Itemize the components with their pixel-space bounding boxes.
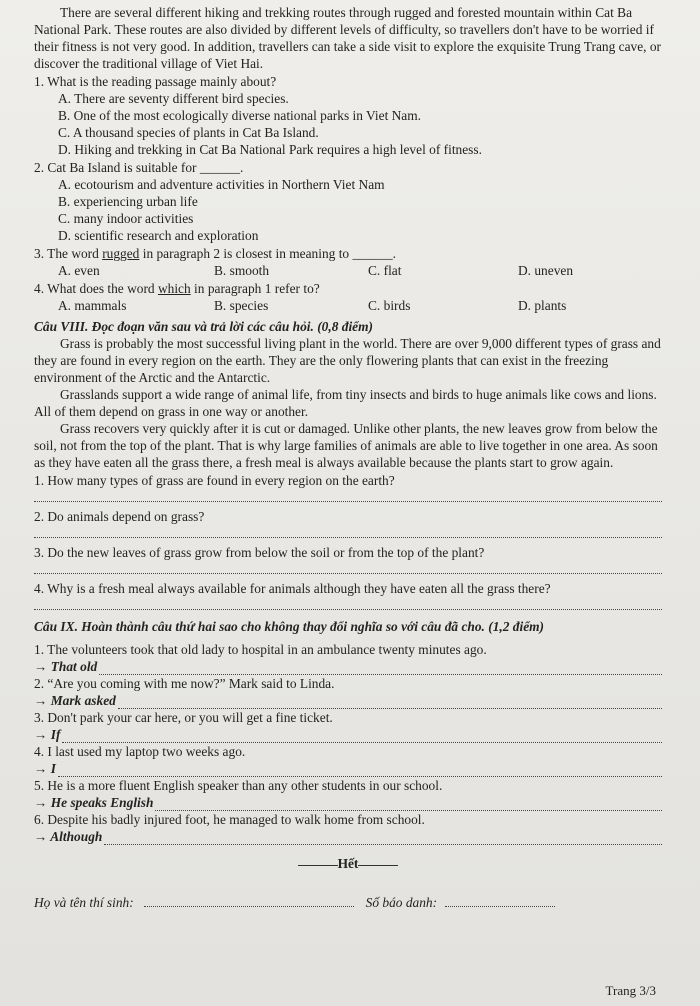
option: A. ecotourism and adventure activities in Northern Viet Nam — [58, 177, 385, 192]
question: 1. How many types of grass are found in every region on the earth? — [34, 473, 395, 488]
candidate-footer — [34, 894, 662, 911]
option: D. scientific research and exploration — [58, 228, 259, 243]
question-block-2 — [34, 159, 662, 244]
answer-line[interactable] — [34, 561, 662, 574]
question: 1. What is the reading passage mainly about? — [34, 74, 277, 89]
sentence: 2. “Are you coming with me now?” Mark said to Linda. — [34, 676, 335, 691]
option: B. One of the most ecologically diverse national parks in Viet Nam. — [58, 108, 422, 123]
question-block-1 — [34, 73, 662, 158]
answer-line[interactable] — [34, 489, 662, 502]
name-label: Họ và tên thí sinh: — [34, 895, 134, 910]
option: C. birds — [368, 298, 411, 313]
id-field[interactable] — [445, 894, 555, 907]
options-row — [34, 262, 662, 279]
answer-line[interactable] — [118, 696, 662, 709]
option: B. smooth — [214, 263, 270, 278]
rewrite-answer[interactable]: → That old — [34, 658, 662, 675]
question: 4. What does the word which in paragraph 1 refer to? — [34, 281, 320, 296]
option: A. even — [58, 263, 100, 278]
passage-paragraph: Grass is probably the most successful living plant in the world. There are over 9,000 different types of grass and they are found in every region on the earth. They are the only flowering plants that can exist in the freezing environment of the Arctic and the Antarctic. — [34, 336, 661, 385]
option: A. There are seventy different bird species. — [58, 91, 289, 106]
option: B. experiencing urban life — [58, 194, 198, 209]
option: C. flat — [368, 263, 402, 278]
answer-line[interactable] — [99, 662, 662, 675]
option: C. many indoor activities — [58, 211, 194, 226]
question: 2. Do animals depend on grass? — [34, 509, 205, 524]
answer-line[interactable] — [58, 764, 662, 777]
question: 2. Cat Ba Island is suitable for ______. — [34, 160, 244, 175]
underlined-word: rugged — [102, 246, 140, 261]
section-title-9: Câu IX. Hoàn thành câu thứ hai sao cho không thay đổi nghĩa so với câu đã cho. (1,2 điểm) — [34, 619, 545, 634]
passage-paragraph: There are several different hiking and trekking routes through rugged and forested mountain within Cat Ba National Park. These routes are also divided by different levels of difficulty, so travellers don't have to be worried if their fitness is not very good. In addition, travellers can take a side visit to explore the exquisite Trung Trang cave, or discover the traditional village of Viet Hai. — [34, 5, 662, 71]
rewrite-answer[interactable]: → I — [34, 760, 662, 777]
sentence: 4. I last used my laptop two weeks ago. — [34, 744, 246, 759]
passage-paragraph: Grasslands support a wide range of animal life, from tiny insects and birds to huge animals like cows and lions. All of them depend on grass in one way or another. — [34, 387, 657, 419]
answer-line[interactable] — [34, 525, 662, 538]
page-number: Trang 3/3 — [605, 983, 656, 998]
name-field[interactable] — [144, 894, 354, 907]
question: 3. Do the new leaves of grass grow from below the soil or from the top of the plant? — [34, 545, 485, 560]
option: C. A thousand species of plants in Cat Ba Island. — [58, 125, 319, 140]
rewrite-answer[interactable]: → He speaks English — [34, 794, 662, 811]
answer-line[interactable] — [104, 832, 662, 845]
sentence: 3. Don't park your car here, or you will get a fine ticket. — [34, 710, 333, 725]
answer-line[interactable] — [155, 798, 662, 811]
id-label: Số báo danh: — [365, 895, 438, 910]
rewrite-answer[interactable]: → Mark asked — [34, 692, 662, 709]
sentence: 5. He is a more fluent English speaker than any other students in our school. — [34, 778, 443, 793]
rewrite-answer[interactable]: → If — [34, 726, 662, 743]
question-block-3 — [34, 245, 662, 279]
option: D. Hiking and trekking in Cat Ba National Park requires a high level of fitness. — [58, 142, 482, 157]
option: D. uneven — [518, 263, 574, 278]
sentence: 6. Despite his badly injured foot, he managed to walk home from school. — [34, 812, 425, 827]
option: A. mammals — [58, 298, 127, 313]
question: 4. Why is a fresh meal always available for animals although they have eaten all the grass there? — [34, 581, 551, 596]
rewrite-answer[interactable]: → Although — [34, 828, 662, 845]
end-marker: Hết — [34, 855, 662, 872]
passage-paragraph: Grass recovers very quickly after it is cut or damaged. Unlike other plants, the new leaves grow from below the soil, not from the top of the plant. That is why large families of animals are able to live together in one area. As soon as they have eaten all the grass there, a fresh meal is always available because the plants start to grow again. — [34, 421, 658, 470]
question: 3. The word rugged in paragraph 2 is closest in meaning to ______. — [34, 246, 396, 261]
section-title-8: Câu VIII. Đọc đoạn văn sau và trả lời các câu hỏi. (0,8 điểm) — [34, 319, 373, 334]
option: B. species — [214, 298, 269, 313]
answer-line[interactable] — [62, 730, 662, 743]
options-row — [34, 297, 662, 314]
sentence: 1. The volunteers took that old lady to hospital in an ambulance twenty minutes ago. — [34, 642, 487, 657]
underlined-word: which — [157, 281, 191, 296]
answer-line[interactable] — [34, 597, 662, 610]
option: D. plants — [518, 298, 567, 313]
question-block-4 — [34, 280, 662, 314]
